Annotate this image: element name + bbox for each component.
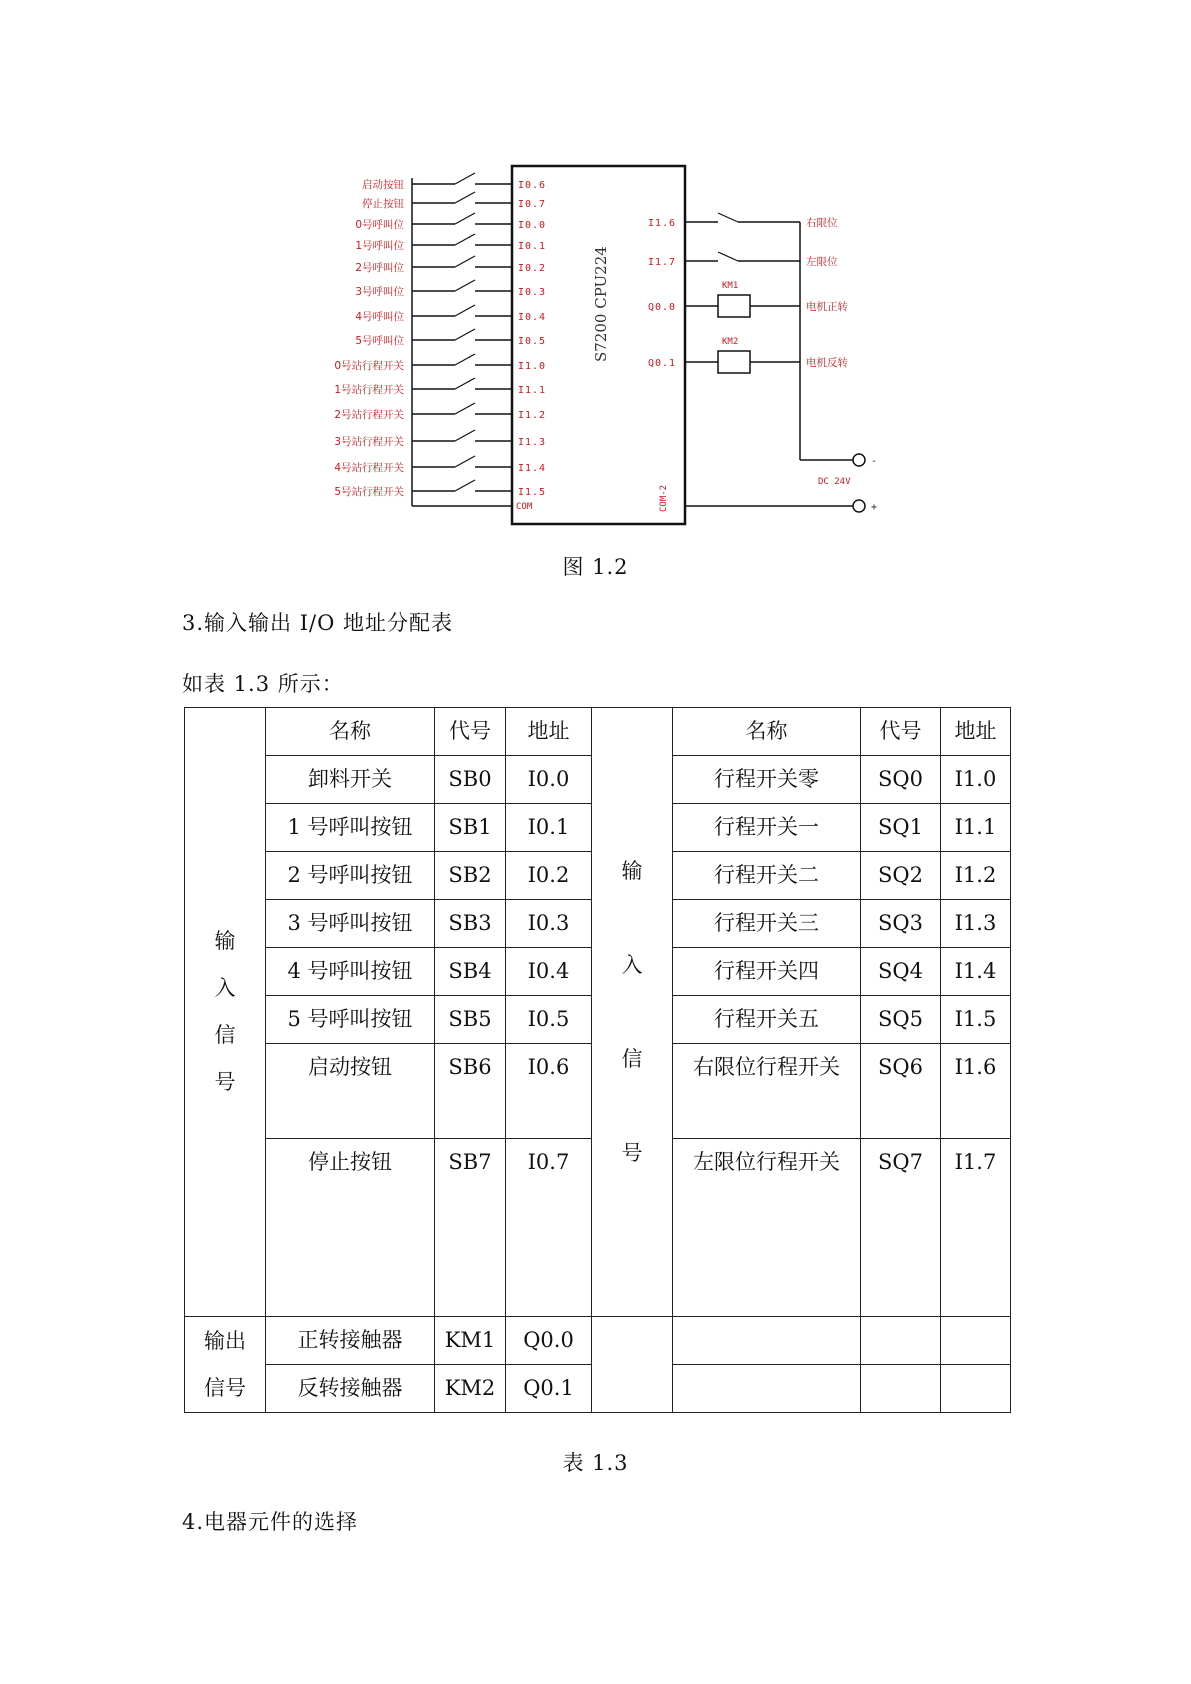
input-address: I1.4 [518, 463, 547, 474]
input-address: I1.5 [518, 487, 547, 498]
cell-name: 行程开关四 [673, 948, 861, 996]
input-address: I1.0 [518, 361, 547, 372]
input-signal-label-right [592, 708, 673, 1317]
cell-code: SQ7 [861, 1139, 941, 1317]
cell-name: 正转接触器 [266, 1317, 435, 1365]
column-header: 地址 [941, 708, 1011, 756]
empty-cell [861, 1365, 941, 1413]
cell-addr: I0.7 [506, 1139, 592, 1317]
cell-code: KM2 [435, 1365, 506, 1413]
com-right-label: COM-2 [659, 484, 669, 512]
input-label: 0号站行程开关 [334, 360, 404, 372]
output-address: I1.6 [648, 218, 677, 229]
vertical-char: 号 [214, 1070, 236, 1094]
com-left-label: COM [516, 502, 533, 512]
input-address: I0.6 [518, 180, 547, 191]
output-signal-label [185, 1317, 266, 1413]
output-row [185, 1317, 1011, 1365]
cell-name: 2 号呼叫按钮 [266, 852, 435, 900]
vertical-char: 输 [214, 929, 236, 953]
input-label: 5号呼叫位 [355, 335, 404, 347]
cell-addr: I1.0 [941, 756, 1011, 804]
output-label: 左限位 [806, 256, 838, 268]
table-header-row [185, 708, 1011, 756]
table-caption: 表 1.3 [562, 1451, 629, 1475]
figure-caption: 图 1.2 [562, 555, 629, 579]
cell-addr: I0.4 [506, 948, 592, 996]
cell-addr: I0.2 [506, 852, 592, 900]
empty-cell [673, 1317, 861, 1365]
relay-label: KM1 [722, 281, 739, 291]
input-address: I1.3 [518, 437, 547, 448]
cell-name: 行程开关零 [673, 756, 861, 804]
cell-addr: I0.0 [506, 756, 592, 804]
cell-code: SB7 [435, 1139, 506, 1317]
cell-code: SB5 [435, 996, 506, 1044]
table-intro: 如表 1.3 所示： [182, 672, 344, 696]
input-label: 3号站行程开关 [334, 436, 404, 448]
output-label: 电机正转 [806, 301, 848, 313]
cell-code: SQ5 [861, 996, 941, 1044]
cell-addr: I1.3 [941, 900, 1011, 948]
cell-addr: I1.2 [941, 852, 1011, 900]
cell-name: 停止按钮 [266, 1139, 435, 1317]
input-label: 4号呼叫位 [355, 311, 404, 323]
input-label: 2号呼叫位 [355, 262, 404, 274]
cell-code: KM1 [435, 1317, 506, 1365]
output-label: 右限位 [806, 217, 838, 229]
input-label: 1号站行程开关 [334, 384, 404, 396]
cell-addr: I1.6 [941, 1044, 1011, 1139]
cell-name: 卸料开关 [266, 756, 435, 804]
column-header: 名称 [266, 708, 435, 756]
input-address: I0.3 [518, 287, 547, 298]
vertical-char: 入 [621, 953, 643, 977]
section-3-title: 3.输入输出 I/O 地址分配表 [182, 611, 453, 635]
input-label: 2号站行程开关 [334, 409, 404, 421]
cell-code: SQ0 [861, 756, 941, 804]
column-header: 代号 [435, 708, 506, 756]
cell-name: 启动按钮 [266, 1044, 435, 1139]
minus-terminal: - [871, 456, 878, 467]
section-4-title: 4.电器元件的选择 [182, 1510, 359, 1534]
input-label: 5号站行程开关 [334, 486, 404, 498]
cell-code: SQ6 [861, 1044, 941, 1139]
plc-wiring-diagram [0, 0, 1191, 540]
cell-name: 1 号呼叫按钮 [266, 804, 435, 852]
cell-name: 右限位行程开关 [673, 1044, 861, 1139]
cell-addr: I0.6 [506, 1044, 592, 1139]
cell-addr: I1.7 [941, 1139, 1011, 1317]
output-address: I1.7 [648, 257, 677, 268]
cell-addr: Q0.0 [506, 1317, 592, 1365]
cpu-label: S7200 CPU224 [592, 246, 610, 362]
cell-code: SQ4 [861, 948, 941, 996]
input-label: 1号呼叫位 [355, 240, 404, 252]
input-address: I0.2 [518, 263, 547, 274]
cell-name: 行程开关三 [673, 900, 861, 948]
cell-name: 左限位行程开关 [673, 1139, 861, 1317]
cell-name: 行程开关一 [673, 804, 861, 852]
empty-cell [941, 1365, 1011, 1413]
cell-name: 5 号呼叫按钮 [266, 996, 435, 1044]
empty-cell [592, 1317, 673, 1413]
cell-code: SB2 [435, 852, 506, 900]
cell-code: SB3 [435, 900, 506, 948]
cell-code: SB6 [435, 1044, 506, 1139]
output-label: 电机反转 [806, 357, 848, 369]
supply-label: DC 24V [818, 477, 851, 487]
column-header: 地址 [506, 708, 592, 756]
vertical-char: 信 [214, 1023, 236, 1047]
cell-name: 反转接触器 [266, 1365, 435, 1413]
cell-code: SQ1 [861, 804, 941, 852]
io-address-table [184, 707, 1011, 1413]
vertical-char: 号 [621, 1141, 643, 1165]
column-header: 代号 [861, 708, 941, 756]
vertical-char: 信 [621, 1047, 643, 1071]
cell-addr: I0.5 [506, 996, 592, 1044]
cell-name: 3 号呼叫按钮 [266, 900, 435, 948]
input-address: I1.2 [518, 410, 547, 421]
input-label: 启动按钮 [362, 179, 404, 191]
empty-cell [861, 1317, 941, 1365]
input-address: I0.5 [518, 336, 547, 347]
vertical-char: 入 [214, 976, 236, 1000]
output-label-line: 信号 [204, 1375, 246, 1400]
cell-name: 行程开关五 [673, 996, 861, 1044]
input-address: I0.7 [518, 199, 547, 210]
empty-cell [673, 1365, 861, 1413]
input-label: 停止按钮 [362, 198, 404, 210]
output-label-line: 输出 [204, 1328, 246, 1353]
cell-addr: I0.3 [506, 900, 592, 948]
cell-code: SB0 [435, 756, 506, 804]
column-header: 名称 [673, 708, 861, 756]
input-address: I1.1 [518, 385, 547, 396]
cell-code: SB4 [435, 948, 506, 996]
input-address: I0.4 [518, 312, 547, 323]
output-address: Q0.0 [648, 302, 677, 313]
cell-name: 4 号呼叫按钮 [266, 948, 435, 996]
relay-label: KM2 [722, 337, 739, 347]
vertical-char: 输 [621, 859, 643, 883]
cell-code: SQ3 [861, 900, 941, 948]
cell-code: SB1 [435, 804, 506, 852]
input-label: 4号站行程开关 [334, 462, 404, 474]
cell-addr: Q0.1 [506, 1365, 592, 1413]
relay-coil [718, 351, 750, 373]
cell-code: SQ2 [861, 852, 941, 900]
input-address: I0.1 [518, 241, 547, 252]
cell-addr: I1.1 [941, 804, 1011, 852]
input-signal-label-left [185, 708, 266, 1317]
cell-name: 行程开关二 [673, 852, 861, 900]
cell-addr: I0.1 [506, 804, 592, 852]
relay-coil [718, 295, 750, 317]
empty-cell [941, 1317, 1011, 1365]
input-address: I0.0 [518, 220, 547, 231]
cell-addr: I1.4 [941, 948, 1011, 996]
input-label: 3号呼叫位 [355, 286, 404, 298]
plus-terminal: + [871, 502, 878, 513]
input-label: 0号呼叫位 [355, 219, 404, 231]
output-address: Q0.1 [648, 358, 677, 369]
cell-addr: I1.5 [941, 996, 1011, 1044]
